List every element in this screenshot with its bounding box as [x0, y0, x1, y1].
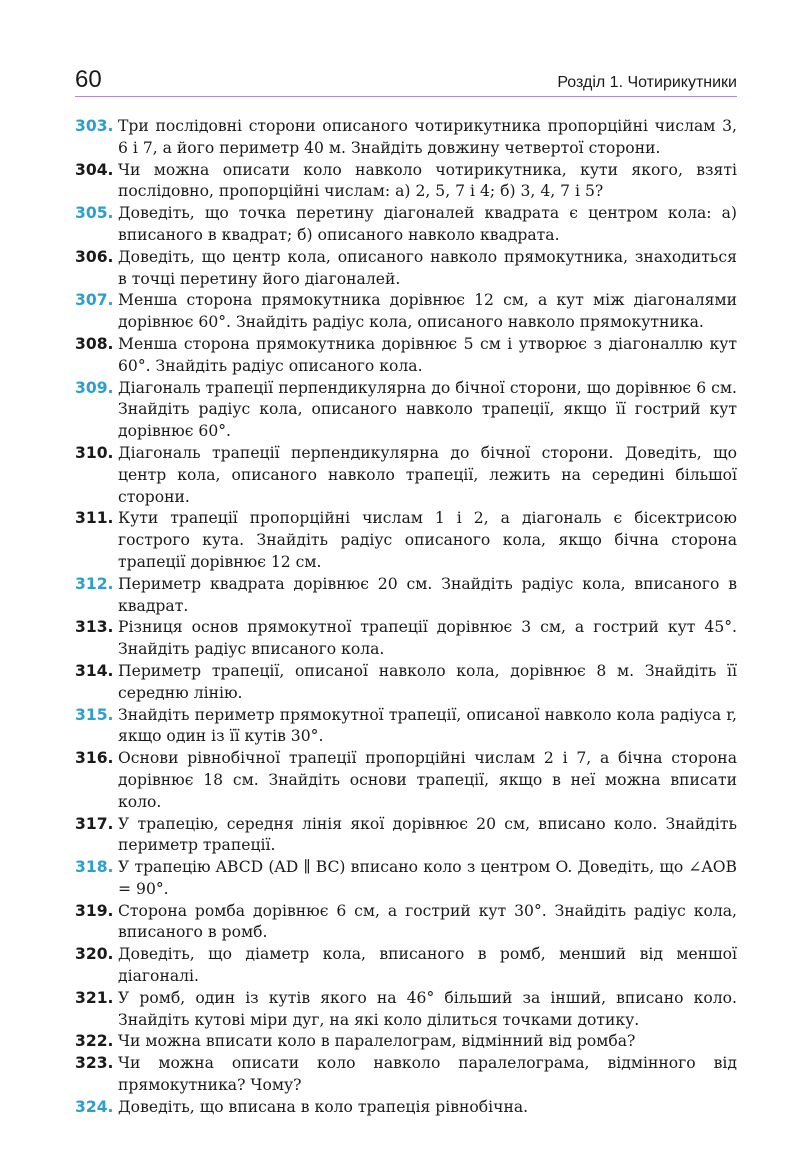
problem-item: [75, 748, 737, 813]
page-number: 60: [75, 66, 102, 93]
problem-item: [75, 1097, 737, 1119]
problem-number: 322.: [75, 1032, 114, 1051]
problem-text: Кути трапеції пропорційні числам 1 і 2, а діагональ є бісектрисою гострого кута. Знайдіть радіус описаного кола, якщо бічна сторона трапеції дорівнює 12 см.: [118, 509, 737, 571]
problem-text: У трапецію, середня лінія якої дорівнює 20 см, вписано коло. Знайдіть периметр трапеції.: [118, 814, 737, 855]
problem-number: 308.: [75, 334, 114, 353]
problem-text: Чи можна вписати коло в паралелограм, відмінний від ромба?: [118, 1032, 636, 1051]
problem-number: 314.: [75, 661, 114, 680]
problem-number: 313.: [75, 618, 114, 637]
problem-number: 307.: [75, 291, 114, 310]
problem-text: Різниця основ прямокутної трапеції дорівнює 3 см, а гострий кут 45°. Знайдіть радіус вписаного кола.: [118, 618, 737, 659]
problem-item: [75, 988, 737, 1032]
problem-item: [75, 705, 737, 749]
problem-item: [75, 443, 737, 508]
problem-item: [75, 814, 737, 858]
problem-number: 317.: [75, 814, 114, 833]
problem-text: Знайдіть периметр прямокутної трапеції, описаної навколо кола радіуса r, якщо один із її кутів 30°.: [118, 705, 737, 746]
problem-item: [75, 574, 737, 618]
problem-item: [75, 116, 737, 160]
problem-item: [75, 901, 737, 945]
section-title: Розділ 1. Чотирикутники: [557, 74, 737, 91]
problem-text: Доведіть, що точка перетину діагоналей квадрата є центром кола: а) вписаного в квадрат; б) описаного навколо квадрата.: [118, 204, 737, 244]
problem-item: [75, 203, 737, 247]
problem-list: [75, 116, 737, 1119]
problem-number: 320.: [75, 945, 114, 964]
problem-number: 318.: [75, 858, 114, 877]
problem-item: [75, 1031, 737, 1053]
problem-item: [75, 1053, 737, 1097]
problem-number: 306.: [75, 247, 114, 266]
problem-text: Сторона ромба дорівнює 6 см, а гострий кут 30°. Знайдіть радіус кола, вписаного в ромб.: [118, 901, 737, 942]
problem-item: [75, 160, 737, 204]
problem-number: 305.: [75, 204, 114, 223]
problem-number: 316.: [75, 749, 114, 768]
problem-text: Периметр квадрата дорівнює 20 см. Знайдіть радіус кола, вписаного в квадрат.: [118, 574, 737, 615]
problem-text: У трапецію ABCD (AD ∥ BC) вписано коло з центром O. Доведіть, що ∠AOB = 90°.: [118, 858, 737, 898]
problem-item: [75, 290, 737, 334]
problem-number: 309.: [75, 378, 114, 397]
problem-text: Периметр трапеції, описаної навколо кола, дорівнює 8 м. Знайдіть її середню лінію.: [118, 661, 737, 702]
problem-number: 311.: [75, 509, 114, 528]
problem-number: 315.: [75, 705, 114, 724]
problem-text: Доведіть, що центр кола, описаного навколо прямокутника, знаходиться в точці перетину його діагоналей.: [118, 247, 737, 288]
problem-number: 321.: [75, 988, 114, 1007]
problem-number: 310.: [75, 443, 114, 462]
problem-item: [75, 508, 737, 573]
problem-text: Діагональ трапеції перпендикулярна до бічної сторони, що дорівнює 6 см. Знайдіть радіус кола, описаного навколо трапеції, якщо її гострий кут дорівнює 60°.: [118, 378, 737, 441]
problem-item: [75, 857, 737, 901]
problem-text: Доведіть, що вписана в коло трапеція рівнобічна.: [118, 1097, 529, 1116]
problem-item: [75, 247, 737, 291]
problem-number: 323.: [75, 1054, 114, 1073]
problem-number: 319.: [75, 901, 114, 920]
problem-item: [75, 334, 737, 378]
problem-text: Менша сторона прямокутника дорівнює 12 см, а кут між діагоналями дорівнює 60°. Знайдіть радіус кола, описаного навколо прямокутника.: [118, 291, 737, 332]
problem-item: [75, 617, 737, 661]
problem-text: Три послідовні сторони описаного чотирикутника пропорційні числам 3, 6 і 7, а його периметр 40 м. Знайдіть довжину четвертої сторони.: [118, 117, 737, 157]
problem-item: [75, 944, 737, 988]
problem-text: Чи можна описати коло навколо чотирикутника, кути якого, взяті послідовно, пропорційні числам: а) 2, 5, 7 і 4; б) 3, 4, 7 і 5?: [118, 160, 737, 201]
problem-number: 312.: [75, 574, 114, 593]
problem-text: Чи можна описати коло навколо паралелограма, відмінного від прямокутника? Чому?: [118, 1054, 737, 1095]
page-header: [75, 66, 737, 98]
problem-number: 304.: [75, 160, 114, 179]
header-divider: [75, 96, 737, 97]
problem-item: [75, 378, 737, 443]
problem-text: Доведіть, що діаметр кола, вписаного в ромб, менший від меншої діагоналі.: [118, 945, 737, 986]
problem-number: 324.: [75, 1097, 114, 1116]
problem-item: [75, 661, 737, 705]
problem-text: Менша сторона прямокутника дорівнює 5 см і утворює з діагоналлю кут 60°. Знайдіть радіус описаного кола.: [118, 334, 737, 375]
problem-text: Основи рівнобічної трапеції пропорційні числам 2 і 7, а бічна сторона дорівнює 18 см. Знайдіть основи трапеції, якщо в неї можна вписати коло.: [118, 749, 737, 811]
problem-number: 303.: [75, 117, 114, 135]
problem-text: У ромб, один із кутів якого на 46° більший за інший, вписано коло. Знайдіть кутові міри дуг, на які коло ділиться точками дотику.: [118, 988, 737, 1029]
problem-text: Діагональ трапеції перпендикулярна до бічної сторони. Доведіть, що центр кола, описаного навколо трапеції, лежить на середині більшої сторони.: [118, 443, 737, 506]
